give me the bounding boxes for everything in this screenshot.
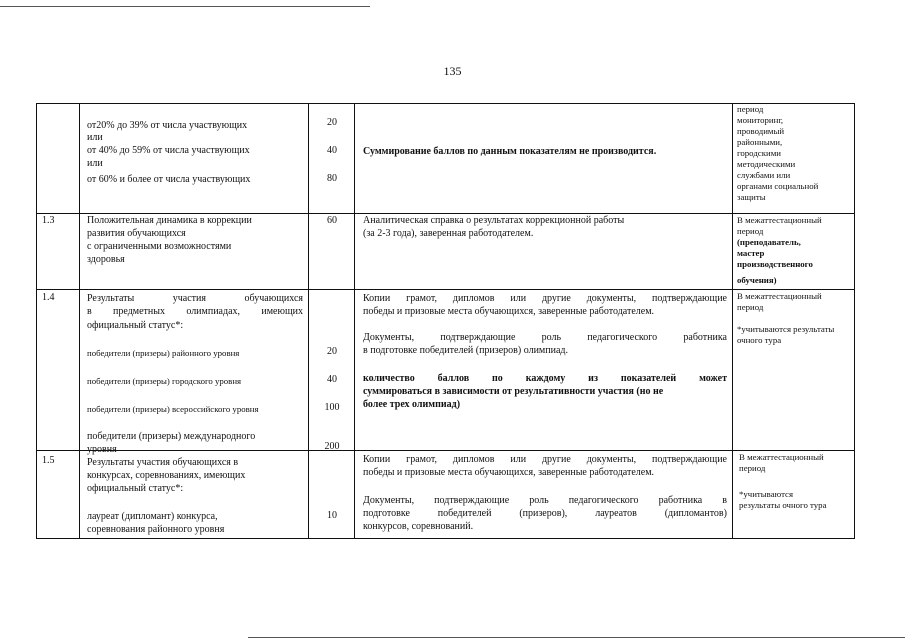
period-text: период (737, 226, 764, 236)
documents-text: Копии грамот, дипломов или другие документы, подтверждающие (363, 293, 727, 304)
period-text: проводимый (737, 126, 785, 136)
period-note: *учитываются результаты очного тура (737, 324, 835, 345)
documents-text: Документы, подтверждающие роль педагогического работника в (363, 495, 727, 506)
criterion-text: с ограниченными возможностями (87, 241, 232, 252)
period-text: В межаттестационный (737, 215, 822, 225)
period-note: *учитываются (739, 489, 793, 499)
period-text: В межаттестационный (737, 291, 822, 301)
period-text: производственного (737, 259, 813, 269)
scan-edge-top (0, 6, 370, 7)
period-text: защиты (737, 192, 766, 202)
criterion-text: лауреат (дипломант) конкурса, (87, 511, 218, 522)
documents-text: победы и призовые места обучающихся, заверенные работодателем. (363, 306, 655, 317)
criterion-text: или (87, 132, 103, 143)
period-text: обучения) (737, 275, 777, 285)
period-text: органами социальной (737, 181, 819, 191)
page-number: 135 (443, 64, 462, 78)
documents-text: конкурсов, соревнований. (363, 521, 474, 532)
score-value: 10 (327, 510, 337, 521)
row-number: 1.5 (42, 455, 55, 466)
criterion-text: Результаты участия обучающихся в (87, 457, 239, 468)
period-text: период (739, 463, 766, 473)
criterion-text: здоровья (87, 254, 125, 265)
documents-text: победы и призовые места обучающихся, заверенные работодателем. (363, 467, 655, 478)
documents-text: (за 2-3 года), заверенная работодателем. (363, 228, 534, 239)
documents-text: в подготовке победителей (призеров) олимпиад. (363, 345, 568, 356)
col-border-criterion (308, 103, 309, 539)
criterion-text: Положительная динамика в коррекции (87, 215, 252, 226)
documents-note: более трех олимпиад) (363, 399, 461, 410)
criterion-text: или (87, 158, 103, 169)
period-text: мастер (737, 248, 765, 258)
criterion-text: конкурсах, соревнованиях, имеющих (87, 470, 246, 481)
documents-text: Суммирование баллов по данным показателям не производится. (363, 146, 657, 157)
period-text: методическими (737, 159, 796, 169)
documents-note: суммироваться в зависимости от результативности участия (но не (363, 386, 664, 397)
scan-edge-bottom (248, 637, 905, 638)
score-value: 40 (327, 145, 337, 156)
col-border-documents (732, 103, 733, 539)
criterion-text: Результаты участия обучающихся (87, 293, 303, 304)
col-border-score (354, 103, 355, 539)
score-value: 60 (327, 215, 337, 226)
criterion-text: от20% до 39% от числа участвующих (87, 120, 248, 131)
criterion-text: развития обучающихся (87, 228, 186, 239)
score-value: 80 (327, 173, 337, 184)
period-text: период (737, 104, 764, 114)
period-text: районными, (737, 137, 783, 147)
row-number: 1.4 (42, 292, 55, 303)
period-text: мониторинг, (737, 115, 784, 125)
col-border-num (79, 103, 80, 539)
documents-note: количество баллов по каждому из показателей может (363, 373, 727, 384)
olympiad-level: уровня (87, 444, 117, 455)
criterion-text: официальный статус*: (87, 320, 184, 331)
criterion-text: от 40% до 59% от числа участвующих (87, 145, 250, 156)
col-border-left (36, 103, 37, 539)
col-border-right (854, 103, 855, 539)
score-value: 20 (327, 346, 337, 357)
criterion-text: официальный статус*: (87, 483, 184, 494)
score-value: 200 (324, 441, 340, 452)
documents-text: Документы, подтверждающие роль педагогического работника (363, 332, 727, 343)
criterion-text: соревнования районного уровня (87, 524, 225, 535)
score-value: 40 (327, 374, 337, 385)
criterion-text: от 60% и более от числа участвующих (87, 174, 251, 185)
period-text: городскими (737, 148, 781, 158)
olympiad-level: победители (призеры) районного уровня (87, 348, 240, 358)
row-number: 1.3 (42, 215, 55, 226)
olympiad-level: победители (призеры) городского уровня (87, 376, 242, 386)
period-text: период (737, 302, 764, 312)
score-value: 100 (324, 402, 340, 413)
olympiad-level: победители (призеры) международного (87, 431, 256, 442)
period-text: (преподаватель, (737, 237, 801, 247)
documents-text: подготовке победителей (призеров), лауреатов (дипломантов) (363, 508, 727, 519)
period-text: В межаттестационный (739, 452, 824, 462)
period-note: результаты очного тура (739, 500, 827, 510)
period-text: службами или (737, 170, 791, 180)
criterion-text: в предметных олимпиадах, имеющих (87, 306, 303, 317)
criteria-table (36, 103, 855, 539)
documents-text: Аналитическая справка о результатах коррекционной работы (363, 215, 625, 226)
score-value: 20 (327, 117, 337, 128)
documents-text: Копии грамот, дипломов или другие документы, подтверждающие (363, 454, 727, 465)
olympiad-level: победители (призеры) всероссийского уровня (87, 404, 259, 414)
